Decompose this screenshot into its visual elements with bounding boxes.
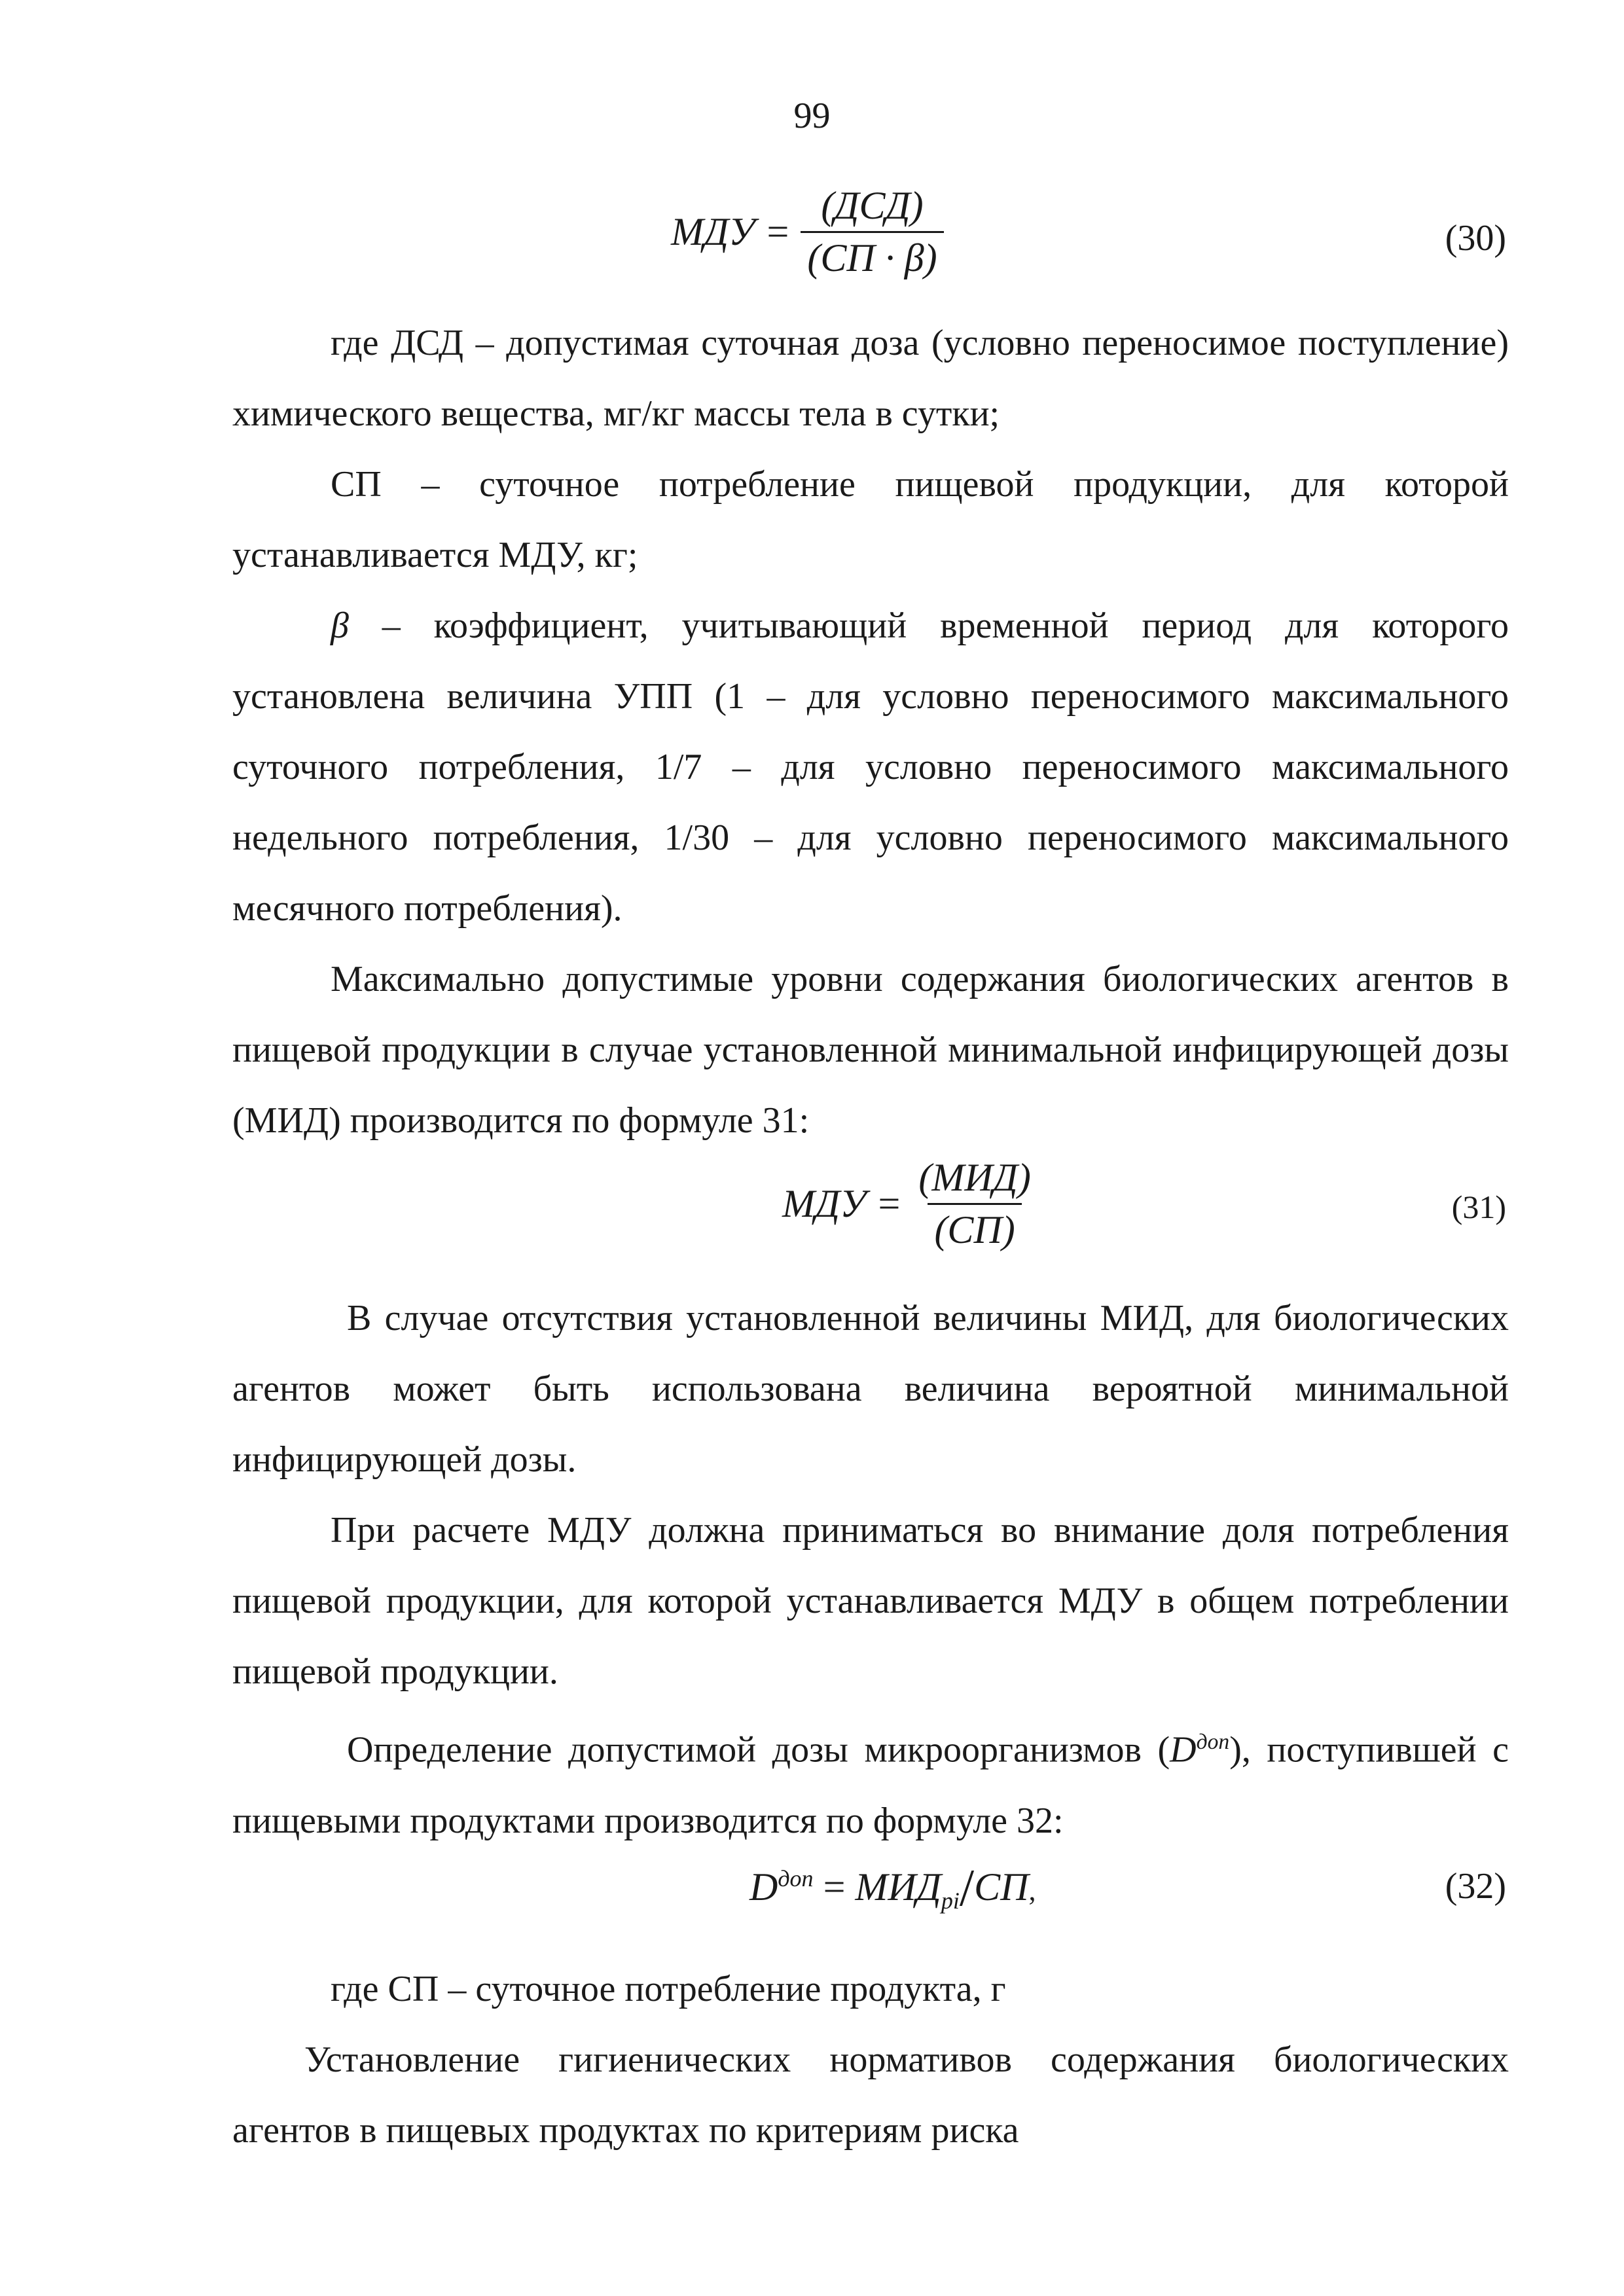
dose-symbol-sup: доп	[1196, 1730, 1230, 1754]
paragraph-no-mid: В случае отсутствия установленной величины МИД, для биологических агентов может быть использована величина вероятной минимальной инфицирующей дозы.	[232, 1298, 1509, 1480]
formula-31	[0, 1155, 1624, 1266]
formula-30-lhs: МДУ	[671, 210, 755, 253]
formula-31-number: (31)	[1451, 1189, 1506, 1225]
formula-31-fraction	[912, 1155, 1037, 1253]
formula-32-denominator: СП	[974, 1865, 1029, 1909]
paragraph-mdu-calculation: При расчете МДУ должна приниматься во внимание доля потребления пищевой продукции, для которой устанавливается МДУ в общем потреблении пищевой продукции.	[232, 1510, 1509, 1692]
formula-30-equals: =	[767, 210, 789, 253]
paragraph-standards-heading: Установление гигиенических нормативов содержания биологических агентов в пищевых продуктах по критериям риска	[232, 2039, 1509, 2151]
paragraph-beta-definition	[232, 590, 1509, 944]
formula-32-equals: =	[823, 1865, 846, 1909]
formula-30	[0, 183, 1624, 295]
formula-32-sub: pi	[941, 1888, 960, 1914]
formula-32-number: (32)	[1445, 1866, 1506, 1907]
formula-31-numerator: (МИД)	[918, 1156, 1031, 1199]
formula-32-mid: МИД	[855, 1865, 941, 1909]
formula-30-numerator: (ДСД)	[821, 184, 924, 227]
dose-text-before: Определение допустимой дозы микроорганизмов (	[347, 1729, 1170, 1770]
beta-definition-text: – коэффициент, учитывающий временной период для которого установлена величина УПП (1 – для условно переносимого максимального суточного потребления, 1/7 – для условно переносимого максимального недельного потребления, 1/30 – для условно переносимого максимального месячного потребления).	[232, 605, 1509, 929]
formula-30-denominator: (СП · β)	[801, 231, 943, 281]
formula-32-slash: /	[959, 1859, 975, 1917]
paragraph-sp-definition: СП – суточное потребление пищевой продукции, для которой устанавливается МДУ, кг;	[232, 464, 1509, 575]
dose-symbol: D	[1170, 1729, 1197, 1770]
formula-32-comma: ,	[1028, 1874, 1036, 1907]
formula-31-lhs: МДУ	[782, 1182, 867, 1225]
formula-31-denominator: (СП)	[928, 1203, 1021, 1253]
formula-32-sup: доп	[778, 1865, 814, 1892]
formula-30-fraction	[801, 183, 943, 281]
page-number: 99	[793, 96, 831, 136]
paragraph-dose-definition	[232, 1707, 1509, 1856]
beta-symbol: β	[331, 605, 349, 646]
formula-30-number: (30)	[1445, 218, 1506, 259]
formula-32	[0, 1859, 1624, 1937]
paragraph-dsd-definition: где ДСД – допустимая суточная доза (условно переносимое поступление) химического вещества, мг/кг массы тела в сутки;	[232, 323, 1509, 434]
paragraph-sp-product: где СП – суточное потребление продукта, г	[331, 1969, 1006, 2009]
paragraph-mid-intro: Максимально допустимые уровни содержания биологических агентов в пищевой продукции в случае установленной минимальной инфицирующей дозы (МИД) производится по формуле 31:	[232, 959, 1509, 1141]
dose-text-after: ), поступившей с пищевыми продуктами производится по формуле 32:	[232, 1729, 1509, 1841]
formula-31-equals: =	[878, 1182, 901, 1225]
formula-32-symbol: D	[749, 1865, 778, 1909]
